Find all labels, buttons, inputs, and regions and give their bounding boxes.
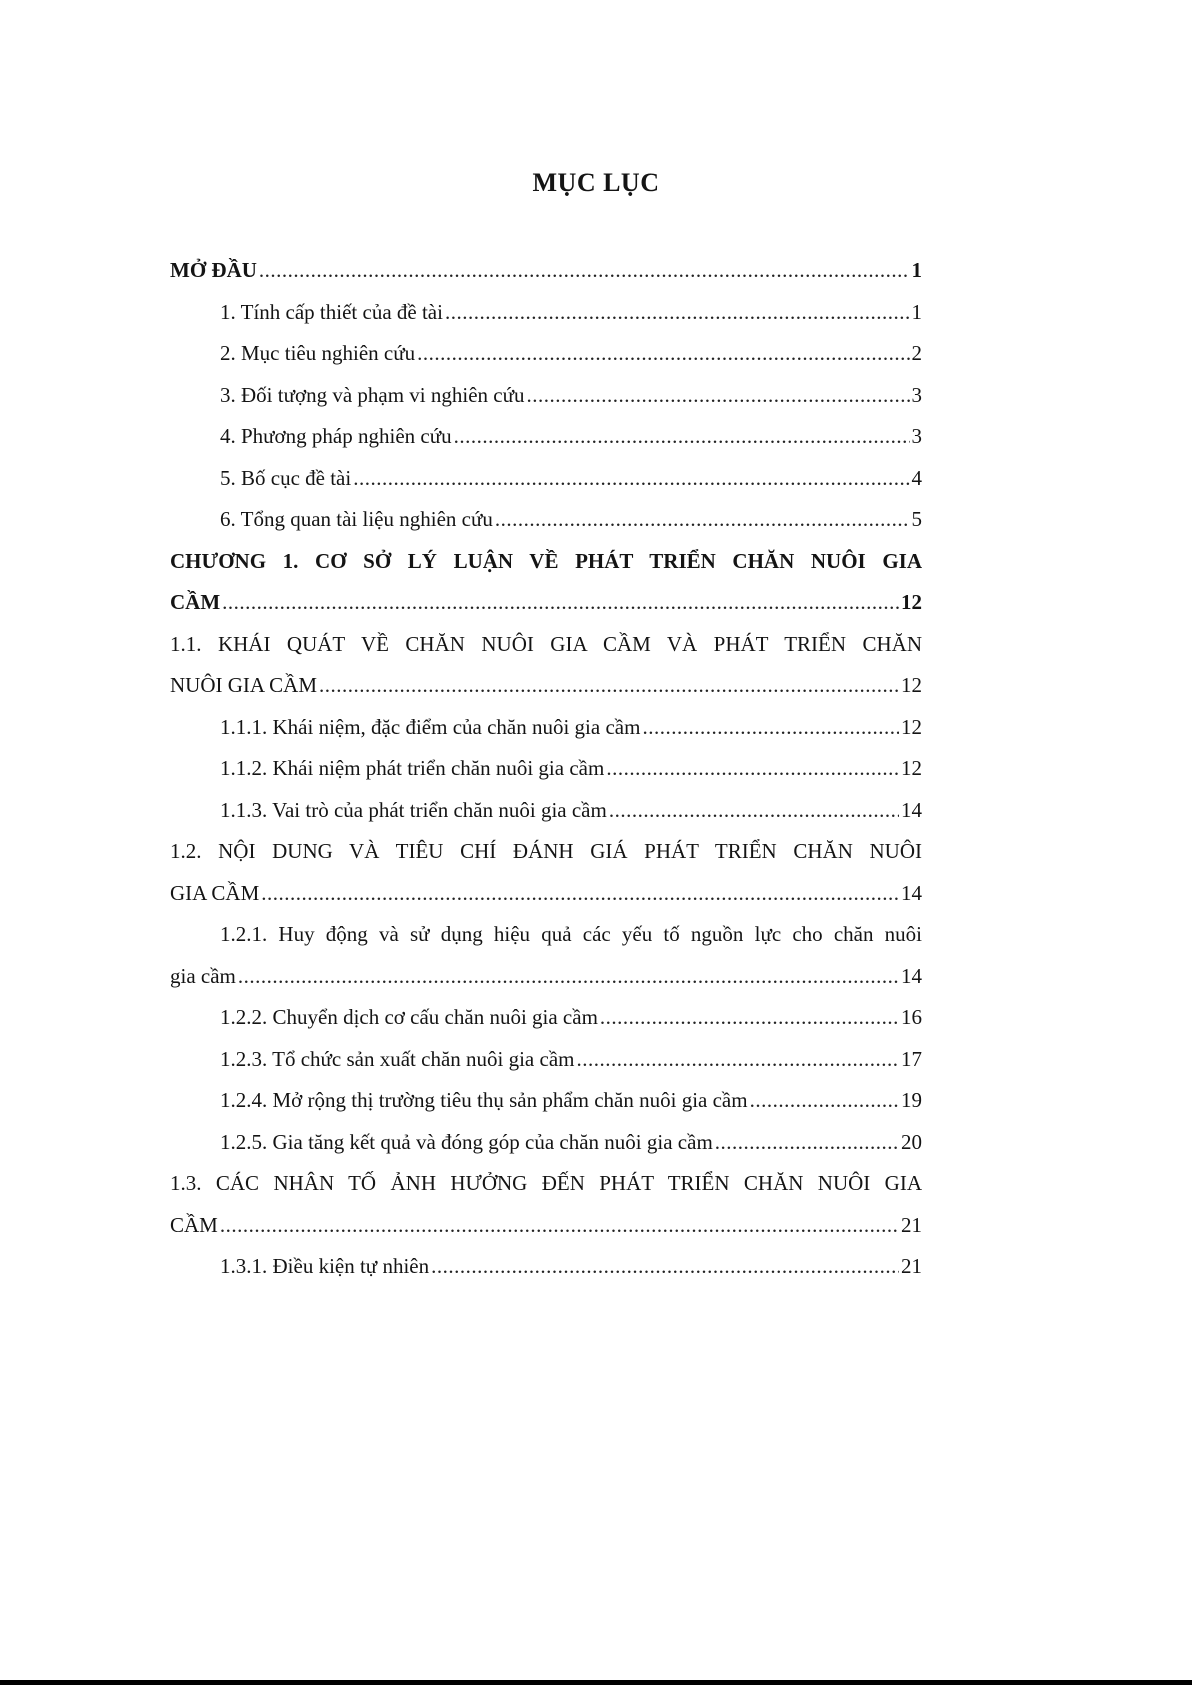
toc-entry-label: 1.2.3. Tổ chức sản xuất chăn nuôi gia cầm (220, 1046, 575, 1071)
dot-leader (600, 997, 899, 1039)
toc-entry-label: 3. Đối tượng và phạm vi nghiên cứu (220, 382, 525, 407)
toc-entry[interactable] (170, 416, 922, 458)
dot-leader (715, 1122, 899, 1164)
toc-page-number: 17 (901, 1046, 922, 1071)
dot-leader (261, 873, 899, 915)
toc-entry[interactable] (170, 292, 922, 334)
toc-entry-line1[interactable]: 1.2. NỘI DUNG VÀ TIÊU CHÍ ĐÁNH GIÁ PHÁT TRIỂN CHĂN NUÔI (170, 839, 922, 863)
toc-entry[interactable] (170, 748, 922, 790)
dot-leader (319, 665, 899, 707)
dot-leader (527, 375, 910, 417)
toc-page-number: 12 (901, 714, 922, 739)
toc-page-number: 21 (901, 1254, 922, 1278)
dot-leader (750, 1080, 899, 1122)
dot-leader (222, 582, 899, 624)
toc-page-number: 19 (901, 1088, 922, 1112)
toc-entry[interactable] (170, 873, 922, 915)
toc-entry-label: 6. Tổng quan tài liệu nghiên cứu (220, 507, 493, 531)
toc-entry-label: CẦM (170, 590, 221, 614)
toc-entry[interactable] (170, 499, 922, 541)
toc-entry[interactable] (170, 1122, 922, 1164)
toc-entry[interactable] (170, 458, 922, 500)
toc-entry-label: 1.2.2. Chuyển dịch cơ cấu chăn nuôi gia cầm (220, 1005, 598, 1029)
dot-leader (417, 333, 909, 375)
toc-entry[interactable] (170, 1205, 922, 1247)
toc-page-number: 12 (901, 756, 922, 780)
toc-page-number: 21 (901, 1212, 922, 1237)
toc-page-number: 2 (911, 341, 922, 365)
toc-entry[interactable] (170, 1080, 922, 1122)
toc-page-number: 14 (901, 797, 922, 822)
table-of-contents (170, 250, 922, 1288)
page-bottom-border (0, 1680, 1192, 1685)
dot-leader (642, 707, 899, 749)
toc-entry[interactable] (170, 333, 922, 375)
toc-page-number: 3 (911, 382, 922, 407)
toc-entry-label: gia cầm (170, 963, 236, 988)
dot-leader (353, 458, 909, 500)
toc-entry-line1[interactable]: 1.3. CÁC NHÂN TỐ ẢNH HƯỞNG ĐẾN PHÁT TRIỂN CHĂN NUÔI GIA (170, 1171, 922, 1195)
toc-entry-label: CẦM (170, 1212, 218, 1237)
toc-entry-label: 4. Phương pháp nghiên cứu (220, 424, 452, 448)
toc-entry-label: 1.2.4. Mở rộng thị trường tiêu thụ sản phẩm chăn nuôi gia cầm (220, 1088, 748, 1112)
dot-leader (445, 292, 910, 334)
toc-entry[interactable] (170, 1246, 922, 1288)
toc-entry-label: 1.2.5. Gia tăng kết quả và đóng góp của chăn nuôi gia cầm (220, 1129, 713, 1154)
toc-entry[interactable] (170, 790, 922, 832)
dot-leader (259, 250, 910, 292)
dot-leader (609, 790, 899, 832)
toc-entry-label: 1.1.3. Vai trò của phát triển chăn nuôi gia cầm (220, 797, 607, 822)
toc-entry[interactable] (170, 665, 922, 707)
toc-entry[interactable] (170, 1039, 922, 1081)
dot-leader (495, 499, 910, 541)
toc-entry-label: 2. Mục tiêu nghiên cứu (220, 341, 416, 365)
toc-entry[interactable] (170, 956, 922, 998)
toc-entry-label: NUÔI GIA CẦM (170, 673, 317, 697)
dot-leader (454, 416, 910, 458)
toc-entry-line1[interactable]: 1.1. KHÁI QUÁT VỀ CHĂN NUÔI GIA CẦM VÀ PHÁT TRIỂN CHĂN (170, 631, 922, 656)
toc-page-number: 14 (901, 963, 922, 988)
dot-leader (431, 1246, 899, 1288)
page-title: MỤC LỤC (532, 168, 660, 197)
toc-entry[interactable] (170, 582, 922, 624)
toc-page-number: 1 (911, 258, 922, 282)
toc-entry-label: 5. Bố cục đề tài (220, 465, 352, 490)
dot-leader (220, 1205, 899, 1247)
toc-page-number: 5 (911, 507, 922, 531)
toc-page-number: 4 (911, 465, 922, 490)
toc-page-number: 14 (901, 880, 922, 905)
toc-entry-line1[interactable]: CHƯƠNG 1. CƠ SỞ LÝ LUẬN VỀ PHÁT TRIỂN CHĂN NUÔI GIA (170, 548, 922, 573)
toc-entry-line1[interactable]: 1.2.1. Huy động và sử dụng hiệu quả các yếu tố nguồn lực cho chăn nuôi (220, 922, 922, 946)
toc-page-number: 16 (901, 1005, 922, 1029)
dot-leader (576, 1039, 899, 1081)
dot-leader (606, 748, 899, 790)
toc-entry-label: MỞ ĐẦU (170, 258, 257, 282)
toc-page-number: 12 (901, 673, 922, 697)
toc-entry[interactable] (170, 707, 922, 749)
toc-entry-label: 1.1.1. Khái niệm, đặc điểm của chăn nuôi gia cầm (220, 714, 641, 739)
toc-page-number: 12 (901, 590, 922, 614)
dot-leader (238, 956, 899, 998)
toc-entry-label: 1.1.2. Khái niệm phát triển chăn nuôi gia cầm (220, 756, 605, 780)
toc-entry[interactable] (170, 997, 922, 1039)
toc-page-number: 3 (911, 424, 922, 448)
toc-entry-label: GIA CẦM (170, 880, 260, 905)
toc-entry[interactable] (170, 250, 922, 292)
toc-entry-label: 1.3.1. Điều kiện tự nhiên (220, 1254, 430, 1278)
toc-entry[interactable] (170, 375, 922, 417)
toc-entry-label: 1. Tính cấp thiết của đề tài (220, 299, 443, 324)
toc-page-number: 1 (911, 299, 922, 324)
toc-page-number: 20 (901, 1129, 922, 1154)
